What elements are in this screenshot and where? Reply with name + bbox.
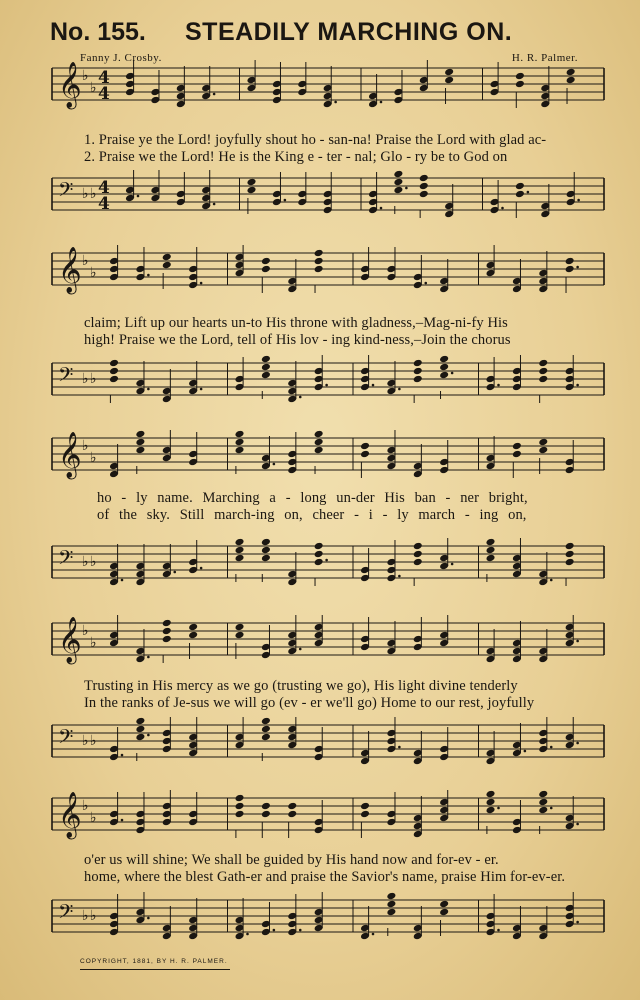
flat-sign-icon: ♭ [90, 635, 97, 651]
lyric-line-verse-2: home, where the blest Gath-er and praise the Savior's name, praise Him for-ev-er. [84, 869, 566, 885]
lyric-line-verse-2: of the sky. Still march-ing on, cheer - i - ly march - ing on, [97, 507, 527, 523]
treble-clef-icon: 𝄞 [58, 432, 82, 478]
lyric-line-verse-1: 1. Praise ye the Lord! joyfully shout ho - san-na! Praise the Lord with glad ac- [84, 132, 547, 148]
music-system-4 [44, 615, 609, 785]
bass-staff-1 [44, 170, 609, 230]
copyright-notice: COPYRIGHT, 1881, BY H. R. PALMER. [80, 958, 228, 965]
flat-sign-icon: ♭ [82, 798, 89, 814]
flat-sign-icon: ♭ [82, 371, 89, 387]
lyric-line-verse-1: claim; Lift up our hearts un-to His throne with gladness,–Mag-ni-fy His [84, 315, 508, 331]
bass-clef-icon: 𝄢 [58, 363, 74, 391]
svg-text:4: 4 [98, 84, 110, 104]
lyric-line-verse-1: ho - ly name. Marching a - long un-der His ban - ner bright, [97, 490, 528, 506]
svg-text:4: 4 [98, 178, 110, 198]
bass-clef-icon: 𝄢 [58, 725, 74, 753]
flat-sign-icon: ♭ [82, 68, 89, 84]
lyric-line-verse-2: high! Praise we the Lord, tell of His lov - ing kind-ness,–Join the chorus [84, 332, 511, 348]
flat-sign-icon: ♭ [82, 186, 89, 202]
flat-sign-icon: ♭ [90, 371, 97, 387]
bass-clef-icon: 𝄢 [58, 546, 74, 574]
flat-sign-icon: ♭ [90, 265, 97, 281]
lyric-line-verse-2: 2. Praise we the Lord! He is the King e - ter - nal; Glo - ry be to God on [84, 149, 508, 165]
music-system-1 [44, 60, 609, 235]
flat-sign-icon: ♭ [90, 450, 97, 466]
flat-sign-icon: ♭ [82, 253, 89, 269]
treble-staff-5 [44, 790, 609, 850]
flat-sign-icon: ♭ [82, 733, 89, 749]
treble-clef-icon: 𝄞 [58, 792, 82, 838]
flat-sign-icon: ♭ [90, 186, 97, 202]
flat-sign-icon: ♭ [90, 554, 97, 570]
hymn-header [50, 18, 600, 54]
flat-sign-icon: ♭ [82, 438, 89, 454]
treble-clef-icon: 𝄞 [58, 247, 82, 293]
copyright-underline [80, 969, 230, 970]
treble-staff-4 [44, 615, 609, 675]
composer-credit: H. R. Palmer. [511, 52, 578, 64]
flat-sign-icon: ♭ [82, 554, 89, 570]
lyricist-credit: Fanny J. Crosby. [80, 52, 162, 64]
flat-sign-icon: ♭ [90, 80, 97, 96]
treble-staff-2 [44, 245, 609, 305]
treble-clef-icon: 𝄞 [58, 62, 82, 108]
music-system-3 [44, 430, 609, 605]
bass-staff-5 [44, 892, 609, 952]
flat-sign-icon: ♭ [82, 623, 89, 639]
flat-sign-icon: ♭ [90, 733, 97, 749]
lyric-line-verse-1: o'er us will shine; We shall be guided by His hand now and for-ev - er. [84, 852, 499, 868]
bass-staff-2 [44, 355, 609, 415]
treble-clef-icon: 𝄞 [58, 617, 82, 663]
svg-text:4: 4 [98, 68, 110, 88]
bass-clef-icon: 𝄢 [58, 178, 74, 206]
lyric-line-verse-1: Trusting in His mercy as we go (trusting we go), His light divine tenderly [84, 678, 518, 694]
hymn-number: No. 155. [50, 18, 146, 46]
flat-sign-icon: ♭ [82, 908, 89, 924]
bass-staff-3 [44, 538, 609, 598]
treble-staff-3 [44, 430, 609, 490]
svg-text:4: 4 [98, 194, 110, 214]
flat-sign-icon: ♭ [90, 908, 97, 924]
hymn-title: STEADILY MARCHING ON. [185, 18, 513, 46]
music-system-5 [44, 790, 609, 960]
bass-staff-4 [44, 717, 609, 777]
bass-clef-icon: 𝄢 [58, 900, 74, 928]
flat-sign-icon: ♭ [90, 810, 97, 826]
lyric-line-verse-2: In the ranks of Je-sus we will go (ev - er we'll go) Home to our rest, joyfully [84, 695, 535, 711]
music-system-2 [44, 245, 609, 420]
treble-staff-1 [44, 60, 609, 120]
